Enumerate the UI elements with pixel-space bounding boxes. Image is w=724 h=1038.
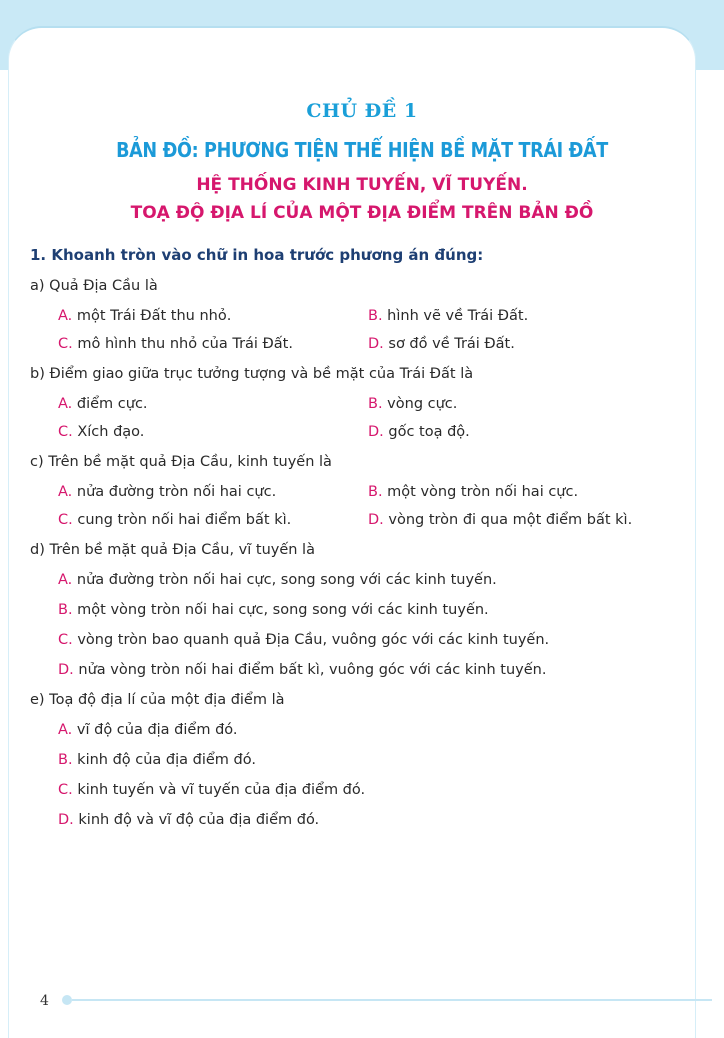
subtitle-1: HỆ THỐNG KINH TUYẾN, VĨ TUYẾN.	[196, 175, 528, 195]
footer-line-decoration	[72, 999, 712, 1001]
question-a-stem: a) Quả Địa Cầu là	[30, 278, 158, 294]
question-d-options	[58, 572, 700, 678]
option-c-B[interactable]	[368, 484, 678, 500]
option-letter: D.	[368, 512, 384, 528]
question-b-options	[58, 396, 700, 440]
option-letter: A.	[58, 484, 73, 500]
option-b-A[interactable]	[58, 396, 368, 412]
question-a-options	[58, 308, 700, 352]
option-text: một vòng tròn nối hai cực, song song với các kinh tuyến.	[72, 602, 489, 618]
option-letter: D.	[368, 424, 384, 440]
option-letter: C.	[58, 512, 73, 528]
option-text: mô hình thu nhỏ của Trái Đất.	[72, 336, 293, 352]
option-text: nửa đường tròn nối hai cực, song song với các kinh tuyến.	[72, 572, 497, 588]
option-a-C[interactable]	[58, 336, 368, 352]
option-a-A[interactable]	[58, 308, 368, 324]
option-text: vĩ độ của địa điểm đó.	[72, 722, 238, 738]
option-a-B[interactable]	[368, 308, 678, 324]
option-c-A[interactable]	[58, 484, 368, 500]
option-text: nửa đường tròn nối hai cực.	[72, 484, 277, 500]
option-d-A[interactable]	[58, 572, 700, 588]
option-letter: B.	[368, 308, 383, 324]
option-letter: C.	[58, 336, 73, 352]
question-c-options	[58, 484, 700, 528]
question-e-stem: e) Toạ độ địa lí của một địa điểm là	[30, 692, 285, 708]
option-b-D[interactable]	[368, 424, 678, 440]
option-text: gốc toạ độ.	[383, 424, 470, 440]
option-text: sơ đồ về Trái Đất.	[383, 336, 515, 352]
option-letter: A.	[58, 572, 73, 588]
option-d-C[interactable]	[58, 632, 700, 648]
option-a-D[interactable]	[368, 336, 678, 352]
option-text: nửa vòng tròn nối hai điểm bất kì, vuông góc với các kinh tuyến.	[73, 662, 547, 678]
option-b-C[interactable]	[58, 424, 368, 440]
topic-label: CHỦ ĐỀ 1	[306, 100, 418, 122]
option-letter: B.	[58, 602, 73, 618]
option-text: cung tròn nối hai điểm bất kì.	[72, 512, 292, 528]
option-d-B[interactable]	[58, 602, 700, 618]
option-text: vòng tròn bao quanh quả Địa Cầu, vuông góc với các kinh tuyến.	[72, 632, 550, 648]
option-d-D[interactable]	[58, 662, 700, 678]
option-letter: B.	[58, 752, 73, 768]
option-letter: D.	[58, 662, 74, 678]
option-letter: A.	[58, 722, 73, 738]
option-text: kinh tuyến và vĩ tuyến của địa điểm đó.	[72, 782, 366, 798]
option-text: một Trái Đất thu nhỏ.	[72, 308, 232, 324]
exercise-heading: 1. Khoanh tròn vào chữ in hoa trước phương án đúng:	[30, 246, 484, 264]
option-c-D[interactable]	[368, 512, 678, 528]
footer-dot-decoration	[62, 995, 72, 1005]
option-text: điểm cực.	[72, 396, 148, 412]
option-letter: C.	[58, 782, 73, 798]
option-e-D[interactable]	[58, 812, 700, 828]
question-e-options	[58, 722, 700, 828]
option-e-B[interactable]	[58, 752, 700, 768]
option-text: vòng cực.	[382, 396, 458, 412]
option-text: vòng tròn đi qua một điểm bất kì.	[383, 512, 633, 528]
option-c-C[interactable]	[58, 512, 368, 528]
option-text: kinh độ và vĩ độ của địa điểm đó.	[73, 812, 320, 828]
option-letter: D.	[368, 336, 384, 352]
exercise-content	[30, 246, 700, 842]
option-letter: D.	[58, 812, 74, 828]
option-letter: C.	[58, 424, 73, 440]
question-c-stem: c) Trên bề mặt quả Địa Cầu, kinh tuyến là	[30, 454, 332, 470]
main-title: BẢN ĐỒ: PHƯƠNG TIỆN THỂ HIỆN BỀ MẶT TRÁI ĐẤT	[116, 138, 608, 162]
option-letter: B.	[368, 396, 383, 412]
option-e-C[interactable]	[58, 782, 700, 798]
option-text: một vòng tròn nối hai cực.	[382, 484, 579, 500]
question-b-stem: b) Điểm giao giữa trục tưởng tượng và bề mặt của Trái Đất là	[30, 366, 474, 382]
option-text: hình vẽ về Trái Đất.	[382, 308, 529, 324]
question-d-stem: d) Trên bề mặt quả Địa Cầu, vĩ tuyến là	[30, 542, 315, 558]
option-text: kinh độ của địa điểm đó.	[72, 752, 256, 768]
option-text: Xích đạo.	[72, 424, 145, 440]
option-letter: A.	[58, 396, 73, 412]
page-number: 4	[40, 993, 49, 1009]
option-letter: A.	[58, 308, 73, 324]
subtitle-2: TOẠ ĐỘ ĐỊA LÍ CỦA MỘT ĐỊA ĐIỂM TRÊN BẢN ĐỒ	[130, 203, 594, 223]
option-b-B[interactable]	[368, 396, 678, 412]
option-e-A[interactable]	[58, 722, 700, 738]
option-letter: B.	[368, 484, 383, 500]
option-letter: C.	[58, 632, 73, 648]
